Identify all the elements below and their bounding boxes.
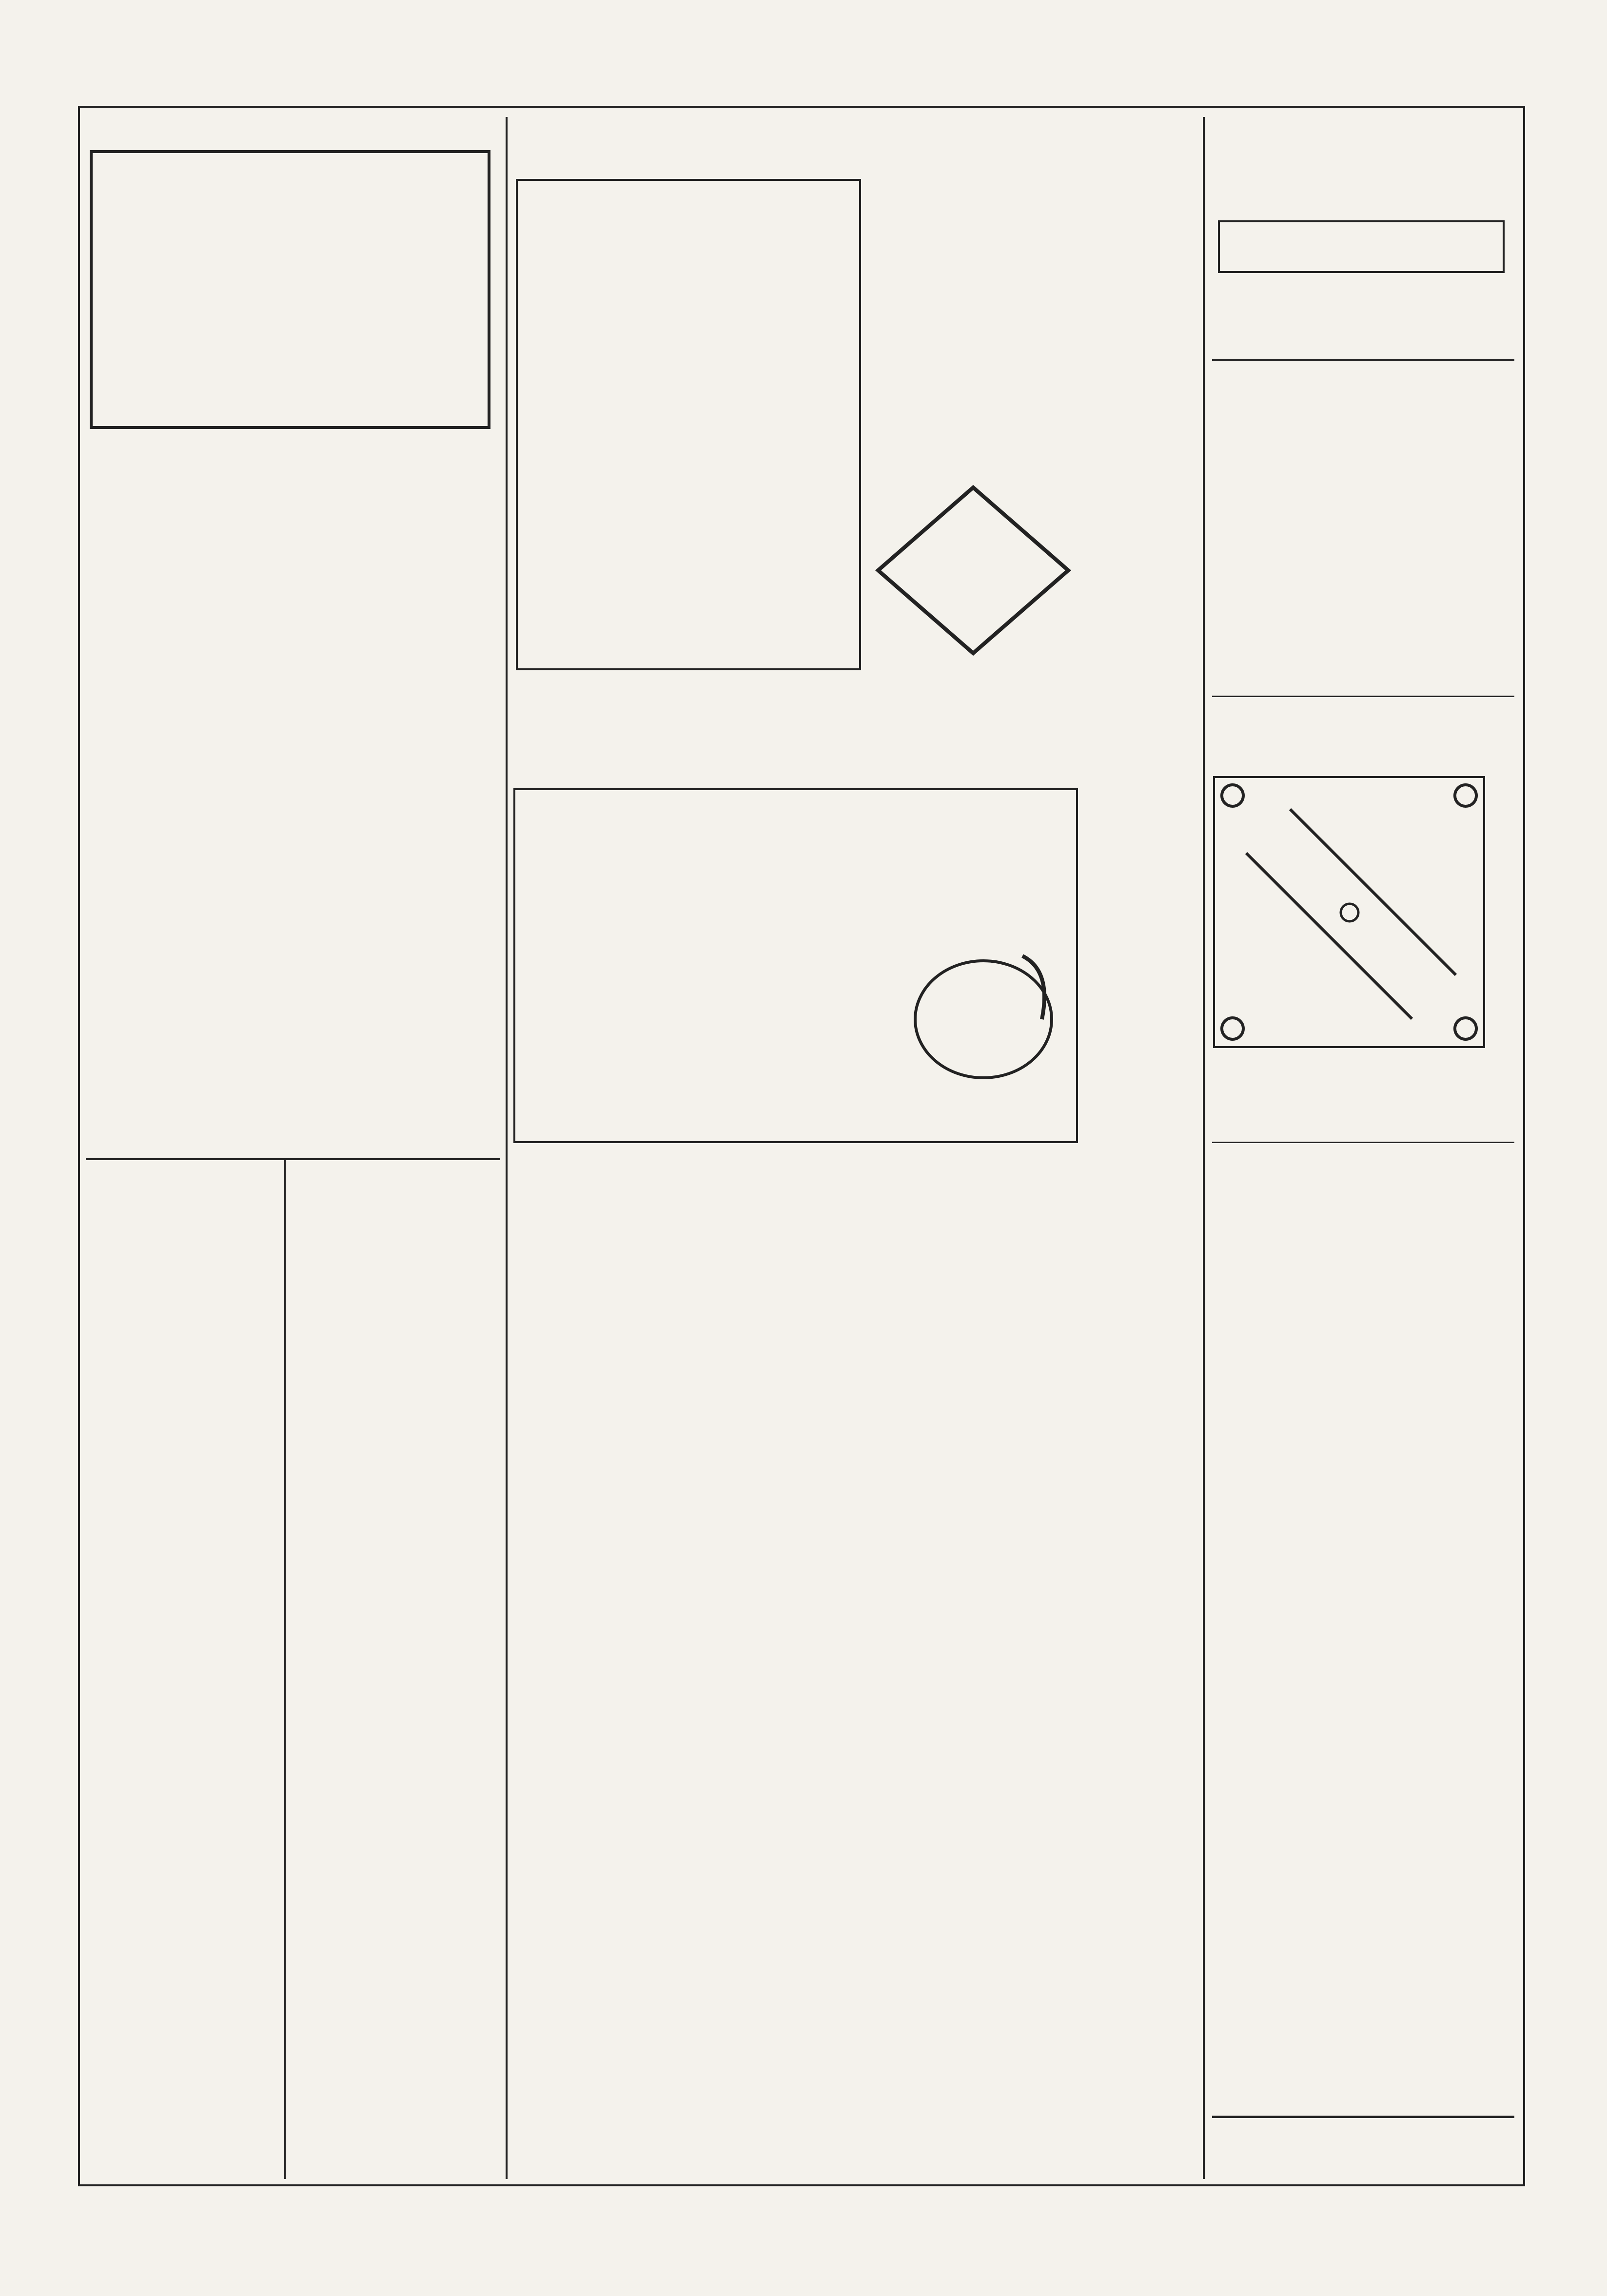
crossword-diagonal — [1290, 809, 1456, 975]
palacio-text-col-b — [742, 1155, 963, 2086]
aventuras-genre — [1212, 275, 1514, 295]
palacio-dateline — [510, 1297, 732, 1316]
crossword-title — [1212, 1087, 1514, 1136]
volley-headline — [1212, 2067, 1514, 2089]
rule — [1212, 359, 1514, 361]
aventuras-author — [1212, 295, 1514, 314]
vai-desistir-ad — [90, 150, 490, 429]
eugenio-pre — [91, 2145, 281, 2174]
montil-diamond-logo — [878, 487, 1068, 653]
crossword-diagonals — [1213, 776, 1485, 1048]
crossword-corner — [1455, 1018, 1476, 1039]
pugilismo-headline — [1212, 1677, 1514, 1716]
crossword-numbers-side — [1487, 780, 1505, 1048]
crossword-corner — [1222, 785, 1243, 806]
crossword-diagonal — [1246, 853, 1412, 1019]
volley-text — [1215, 1748, 1512, 2064]
aventuras-title — [1212, 317, 1514, 353]
rule — [1212, 696, 1514, 697]
vida-mundana-cont — [295, 1160, 500, 2174]
cha-celeste-ad — [513, 788, 1078, 1143]
montil-diamond-logo — [868, 478, 1078, 663]
crossword-numbers-top — [1217, 1050, 1485, 1068]
pugilismo-subheading — [1212, 1718, 1514, 1740]
crossword-solution-title — [1212, 670, 1514, 692]
palacio-title — [505, 2111, 1197, 2174]
viagem-heading — [86, 790, 500, 809]
crossword-horizontals — [1215, 702, 1512, 770]
vida-mundana-sub — [86, 1094, 500, 1114]
fixe-title — [1212, 188, 1514, 207]
rule — [86, 1158, 500, 1160]
palacio-signature — [510, 1321, 732, 1341]
palacio-continued — [973, 2089, 1197, 2108]
vida-mundana-text — [88, 809, 498, 1092]
column-rule — [1203, 117, 1205, 2179]
palacio-text-col-a — [973, 1155, 1195, 2086]
eugenio-date — [91, 2023, 281, 2047]
volley-subheading — [1212, 2089, 1514, 2111]
eugenio-title — [91, 2052, 281, 2145]
medico-ad — [868, 668, 1078, 785]
crossword-corner — [1222, 1018, 1243, 1039]
tsf-ad — [516, 179, 861, 670]
rule — [1212, 1142, 1514, 1143]
palacio-text-col-c — [510, 1345, 732, 2086]
column-rule — [506, 117, 508, 2179]
viagem-text — [88, 736, 498, 790]
eugenio-text — [93, 1306, 278, 2018]
montil-ad — [868, 478, 1078, 663]
fixe-text — [1212, 146, 1514, 185]
column-rule — [284, 1160, 286, 2179]
tauromaquia-sub — [86, 673, 500, 692]
crossword-corner — [1455, 785, 1476, 806]
pugilismo-text — [1215, 1150, 1512, 1672]
eugenio-signature — [91, 1175, 281, 1194]
tauromaquia-title — [86, 692, 500, 731]
aventuras-sale — [1218, 220, 1505, 273]
crossword-solution — [1215, 366, 1512, 668]
tauromaquia-text — [88, 446, 498, 670]
rule — [1212, 2116, 1514, 2118]
masthead — [0, 2206, 1607, 2259]
elephant-illustration — [915, 961, 1052, 1078]
crossword-circle — [1341, 904, 1358, 921]
elephant-illustration — [905, 941, 1061, 1097]
vida-mundana-title — [86, 1116, 500, 1155]
section-vida-desportiva — [1212, 2121, 1514, 2174]
